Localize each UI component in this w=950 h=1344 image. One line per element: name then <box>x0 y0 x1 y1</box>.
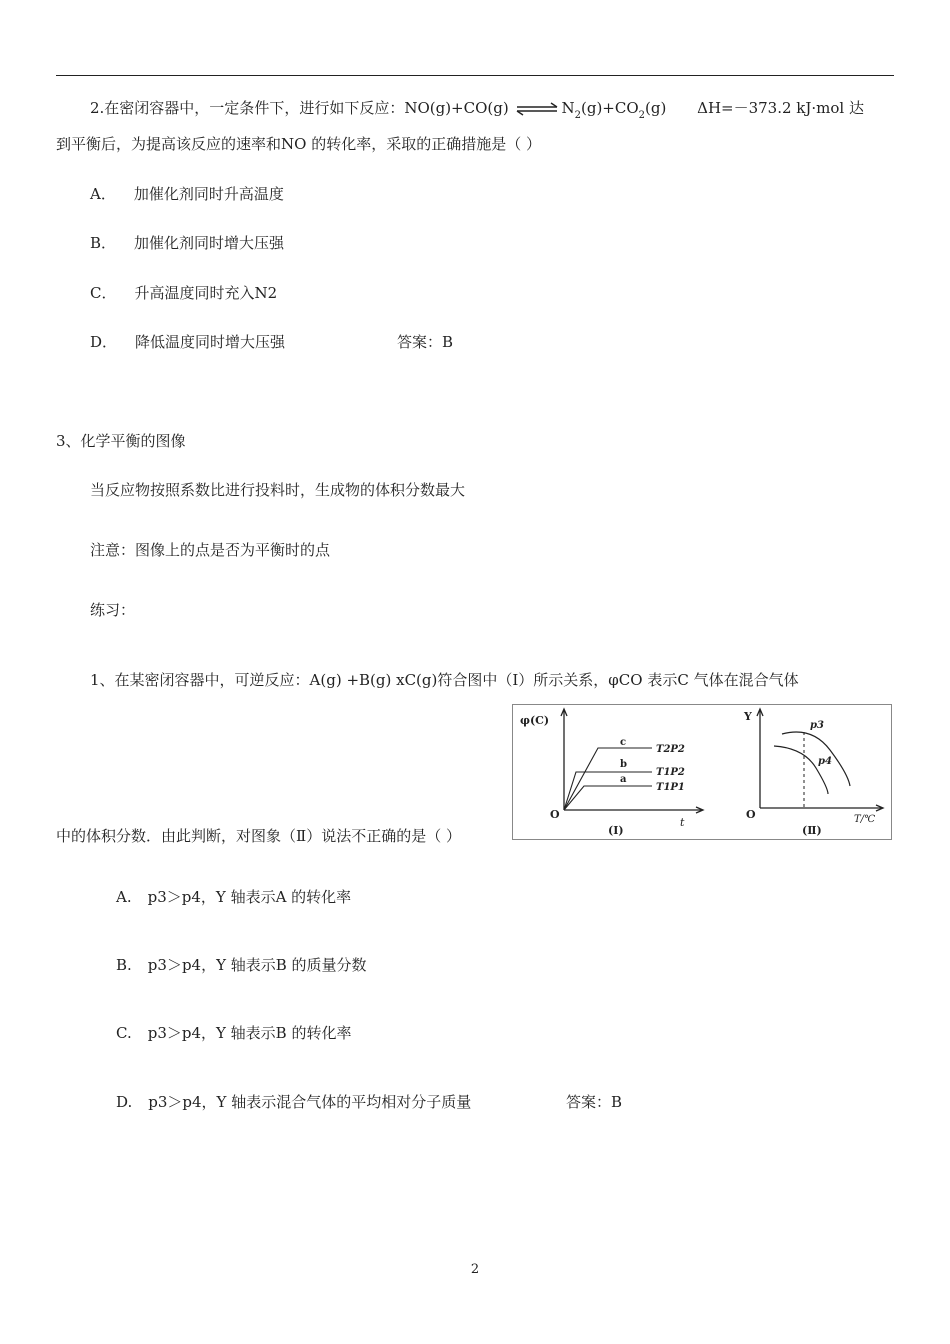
q1-option-b: B. p3＞p4，Y 轴表示B 的质量分数 <box>116 956 367 974</box>
q2-stem-line2: 到平衡后，为提高该反应的速率和NO 的转化率，采取的正确措施是（ ） <box>56 135 541 153</box>
q1-answer: 答案：B <box>566 1093 623 1111</box>
header-rule <box>56 75 894 76</box>
section3-heading: 3、化学平衡的图像 <box>56 432 186 450</box>
graph-2-origin: O <box>746 808 756 821</box>
q1-option-a: A. p3＞p4，Y 轴表示A 的转化率 <box>116 888 352 906</box>
graph-1-curve-c-label: T2P2 <box>656 744 685 755</box>
q2-stem-line1: 2.在密闭容器中，一定条件下，进行如下反应：NO(g)+CO(g) $N_2(g)+CO_2(g)$ ΔH=－373.2 kJ·mol 达 <box>90 99 865 121</box>
graph-2-curve-p4-label: p4 <box>818 756 832 767</box>
equilibrium-arrow-icon <box>513 102 561 116</box>
section3-paragraph-3: 练习： <box>90 601 136 619</box>
graph-1-caption: (Ⅰ) <box>608 824 624 837</box>
graph-2-ylabel: Y <box>744 710 752 723</box>
q1-option-d: D. p3＞p4，Y 轴表示混合气体的平均相对分子质量 <box>116 1093 472 1111</box>
graph-2-xlabel: T/℃ <box>854 814 876 825</box>
q2-option-b: B． 加催化剂同时增大压强 <box>90 234 285 252</box>
q1-stem-line2: 中的体积分数．由此判断，对图象（Ⅱ）说法不正确的是（ ） <box>56 827 461 845</box>
graph-1-curve-c-letter: c <box>620 737 627 748</box>
section3-paragraph-1: 当反应物按照系数比进行投料时，生成物的体积分数最大 <box>90 481 466 499</box>
page-number: 2 <box>470 1262 480 1277</box>
q1-option-c: C. p3＞p4，Y 轴表示B 的转化率 <box>116 1024 352 1042</box>
q2-answer: 答案：B <box>397 333 454 351</box>
q2-option-a: A． 加催化剂同时升高温度 <box>90 185 284 203</box>
graph-2-caption: (Ⅱ) <box>802 824 822 837</box>
graph-2-curve-p3-label: p3 <box>810 720 824 731</box>
graph-1-ylabel: φ(C) <box>520 714 550 727</box>
graph-1-origin: O <box>550 808 560 821</box>
graph-1-curve-b-label: T1P2 <box>656 767 685 778</box>
graph-1-xlabel: t <box>680 816 685 829</box>
section3-paragraph-2: 注意：图像上的点是否为平衡时的点 <box>90 541 331 559</box>
equilibrium-graphs-figure <box>512 704 892 844</box>
graph-1-curve-a-letter: a <box>620 774 627 785</box>
graph-1-curve-b-letter: b <box>620 759 627 770</box>
q1-stem-line1: 1、在某密闭容器中，可逆反应：A(g) +B(g) xC(g)符合图中（Ⅰ）所示关系，φCO 表示C 气体在混合气体 <box>90 671 799 689</box>
q2-option-c: C． 升高温度同时充入N2 <box>90 284 278 302</box>
graph-1-curve-a-label: T1P1 <box>656 782 685 793</box>
q2-option-d: D． 降低温度同时增大压强 <box>90 333 286 351</box>
